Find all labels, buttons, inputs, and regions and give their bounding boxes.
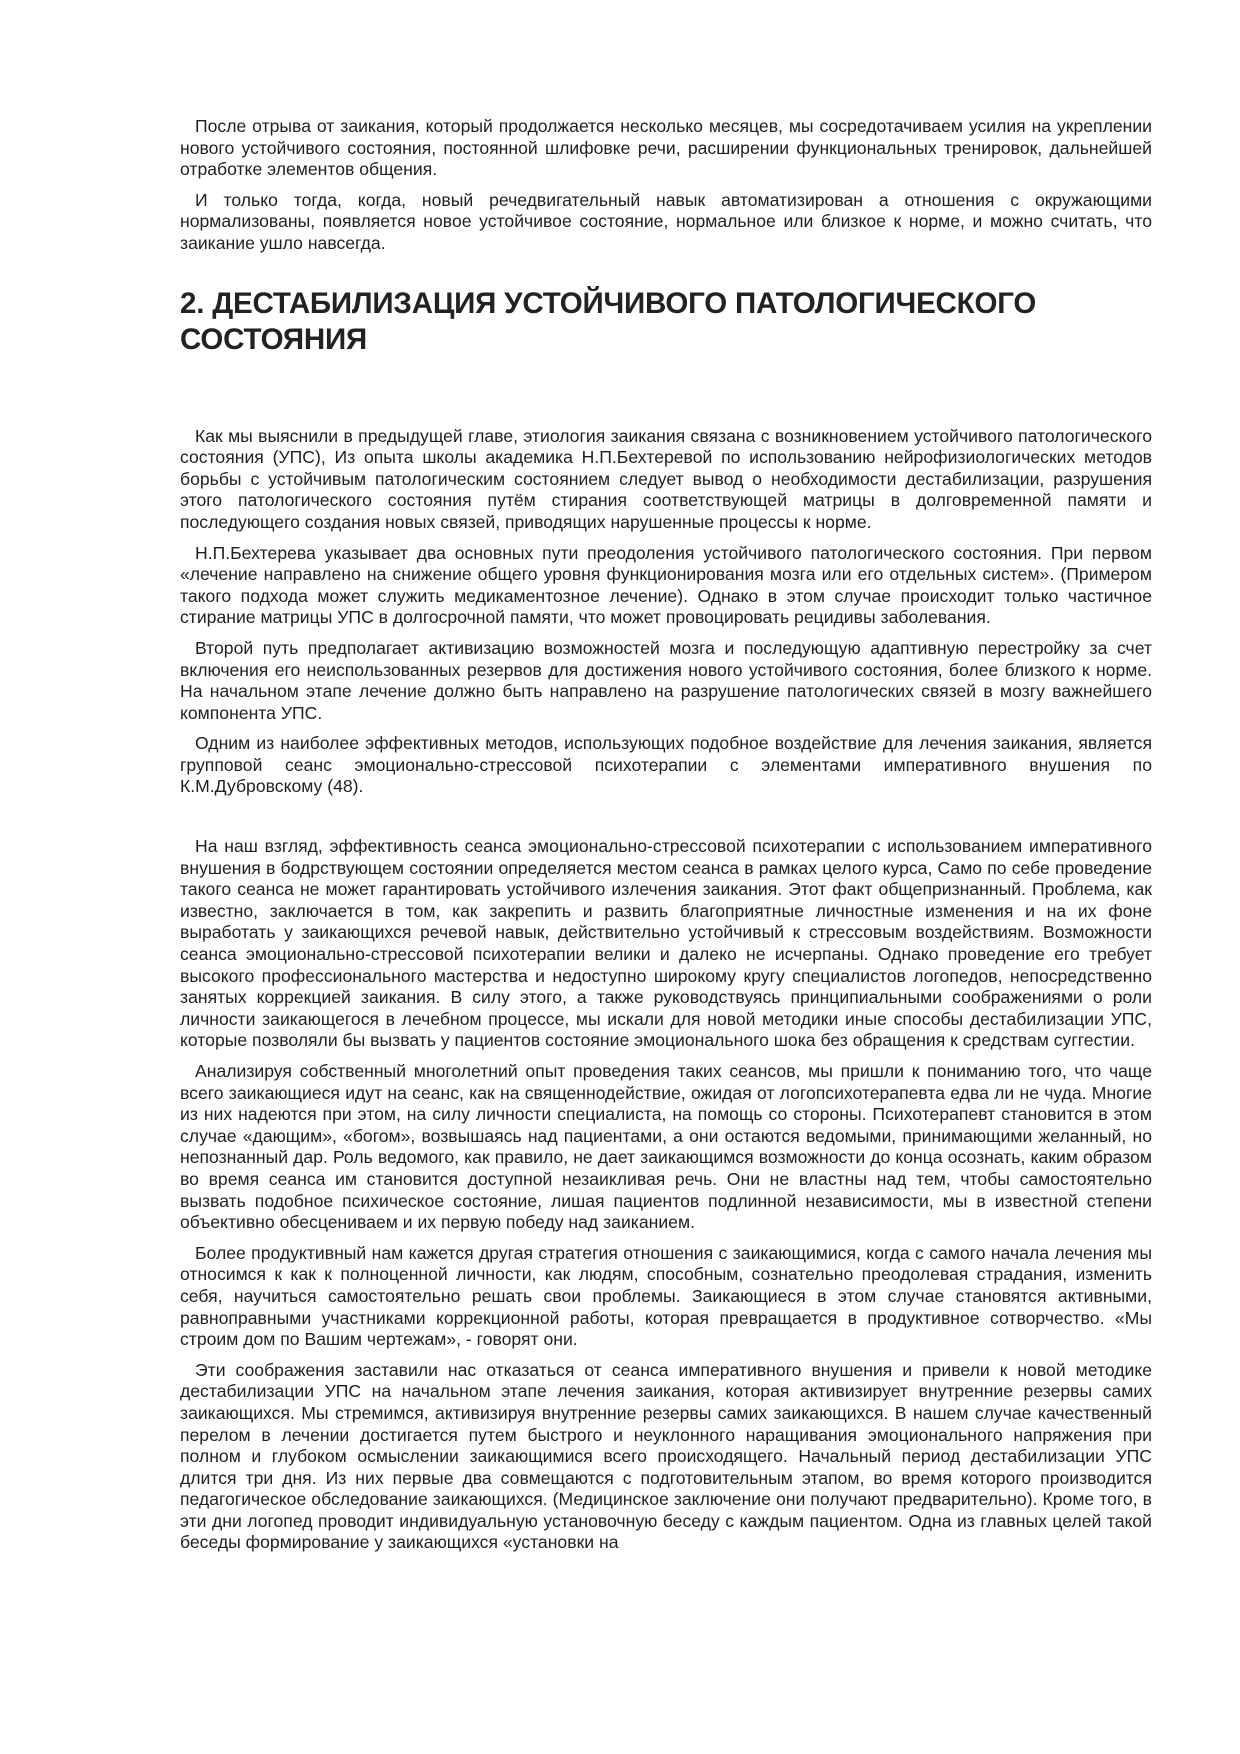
- section-heading: 2. ДЕСТАБИЛИЗАЦИЯ УСТОЙЧИВОГО ПАТОЛОГИЧЕСКОГО СОСТОЯНИЯ: [180, 286, 1037, 356]
- section-paragraph-7: Более продуктивный нам кажется другая стратегия отношения с заикающимися, когда с самого начала лечения мы относимся к как к полноценной личности, как людям, способным, сознательно преодолевая страдания, изменить себя, научиться самостоятельно решать свои проблемы. Заикающиеся в этом случае становятся активными, равноправными участниками коррекционной работы, которая превращается в продуктивное сотворчество. «Мы строим дом по Вашим чертежам», - говорят они.: [180, 1242, 1152, 1350]
- section-paragraph-1: Как мы выяснили в предыдущей главе, этиология заикания связана с возникновением устойчивого патологического состояния (УПС), Из опыта школы академика Н.П.Бехтеревой по использованию нейрофизиологических методов борьбы с устойчивым патологическим состоянием следует вывод о необходимости дестабилизации, разрушения этого патологического состояния путём стирания соответствующей матрицы в долговременной памяти и последующего создания новых связей, приводящих нарушенные процессы к норме.: [180, 425, 1152, 532]
- intro-paragraph-2: И только тогда, когда, новый речедвигательный навык автоматизирован а отношения с окружающими нормализованы, появляется новое устойчивое состояние, нормальное или близкое к норме, и можно считать, что заикание ушло навсегда.: [180, 189, 1152, 253]
- section-paragraph-8: Эти соображения заставили нас отказаться от сеанса императивного внушения и привели к новой методике дестабилизации УПС на начальном этапе лечения заикания, которая активизирует внутренние резервы самих заикающихся. Мы стремимся, активизируя внутренние резервы самих заикающихся. В нашем случае качественный перелом в лечении достигается путем быстрого и неуклонного наращивания эмоционального напряжения при полном и глубоком осмыслении заикающимися всего происходящего. Начальный период дестабилизации УПС длится три дня. Из них первые два совмещаются с подготовительным этапом, во время которого производится педагогическое обследование заикающихся. (Медицинское заключение они получают предварительно). Кроме того, в эти дни логопед проводит индивидуальную установочную беседу с каждым пациентом. Одна из главных целей такой беседы формирование у заикающихся «установки на: [180, 1359, 1152, 1553]
- document-page: [180, 116, 1152, 1563]
- section-paragraph-6: Анализируя собственный многолетний опыт проведения таких сеансов, мы пришли к пониманию того, что чаще всего заикающиеся идут на сеанс, как на священнодействие, ожидая от логопсихотерапевта едва ли не чуда. Многие из них надеются при этом, на силу личности специалиста, на помощь со стороны. Психотерапевт становится в этом случае «дающим», «богом», возвышаясь над пациентами, а они остаются ведомыми, принимающими желанный, но непознанный дар. Роль ведомого, как правило, не дает заикающимся возможности до конца осознать, каким образом во время сеанса им становится доступной незаикливая речь. Они не властны над тем, чтобы самостоятельно вызвать подобное психическое состояние, лишая пациентов подлинной независимости, мы в известной степени объективно обесцениваем и их первую победу над заиканием.: [180, 1061, 1152, 1233]
- paragraph-spacer: [180, 807, 1152, 836]
- section-paragraph-5: На наш взгляд, эффективность сеанса эмоционально-стрессовой психотерапии с использованием императивного внушения в бодрствующем состоянии определяется местом сеанса в рамках целого курса, Само по себе проведение такого сеанса не может гарантировать устойчивого излечения заикания. Этот факт общепризнанный. Проблема, как известно, заключается в том, как закрепить и развить благоприятные личностные изменения и на их фоне выработать у заикающихся речевой навык, действительно устойчивый к стрессовым воздействиям. Возможности сеанса эмоционально-стрессовой психотерапии велики и далеко не исчерпаны. Однако проведение его требует высокого профессионального мастерства и недоступно широкому кругу специалистов логопедов, непосредственно занятых коррекцией заикания. В силу этого, а также руководствуясь принципиальными соображениями о роли личности заикающегося в лечебном процессе, мы искали для новой методики иные способы дестабилизации УПС, которые позволяли бы вызвать у пациентов состояние эмоционального шока без обращения к средствам суггестии.: [180, 836, 1152, 1051]
- section-paragraph-4: Одним из наиболее эффективных методов, использующих подобное воздействие для лечения заикания, является групповой сеанс эмоционально-стрессовой психотерапии с элементами императивного внушения по К.М.Дубровскому (48).: [180, 733, 1152, 797]
- intro-paragraph-1: После отрыва от заикания, который продолжается несколько месяцев, мы сосредотачиваем усилия на укреплении нового устойчивого состояния, постоянной шлифовке речи, расширении функциональных тренировок, дальнейшей отработке элементов общения.: [180, 116, 1152, 180]
- section-paragraph-2: Н.П.Бехтерева указывает два основных пути преодоления устойчивого патологического состояния. При первом «лечение направлено на снижение общего уровня функционирования мозга или его отдельных систем». (Примером такого подхода может служить медикаментозное лечение). Однако в этом случае происходит только частичное стирание матрицы УПС в долгосрочной памяти, что может провоцировать рецидивы заболевания.: [180, 542, 1152, 628]
- section-paragraph-3: Второй путь предполагает активизацию возможностей мозга и последующую адаптивную перестройку за счет включения его неиспользованных резервов для достижения нового устойчивого состояния, более близкого к норме. На начальном этапе лечение должно быть направлено на разрушение патологических связей в мозгу важнейшего компонента УПС.: [180, 637, 1152, 723]
